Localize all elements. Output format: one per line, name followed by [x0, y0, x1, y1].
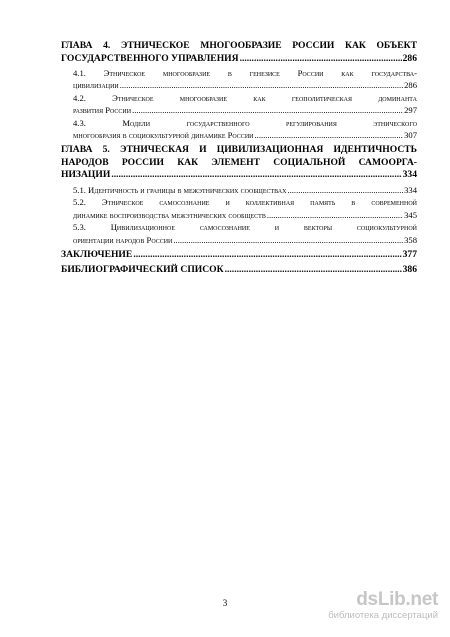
dot-leader [133, 249, 401, 262]
dot-leader [267, 209, 403, 221]
toc-section-4-1[interactable] [61, 67, 417, 92]
toc-section-5-1[interactable] [61, 184, 417, 196]
toc-entry-line: ГЛАВА 4. ЭТНИЧЕСКОЕ МНОГООБРАЗИЕ РОССИИ КАК ОБЪЕКТ [61, 40, 417, 51]
toc-page-number: 358 [404, 234, 417, 245]
toc-entry-line: ЗАКЛЮЧЕНИЕ [61, 248, 133, 260]
toc-entry-line: 4.1. Этническое многообразие в генезисе России как государства- [73, 68, 417, 78]
toc-section-5-2[interactable] [61, 196, 417, 221]
toc-page-number: 377 [402, 248, 417, 260]
toc-entry-line: НИЗАЦИИ [61, 169, 111, 181]
dot-leader [255, 129, 404, 141]
toc-entry-line: ГОСУДАРСТВЕННОГО УПРАВЛЕНИЯ [61, 52, 239, 64]
toc-chapter-5[interactable] [61, 144, 417, 182]
toc-entry-line: ориентации народов России [73, 234, 173, 245]
toc-entry-line: цивилизации [73, 80, 119, 91]
toc-page-number: 297 [404, 105, 417, 116]
page-number: 3 [222, 598, 228, 608]
dot-leader [287, 184, 403, 196]
toc-chapter-4[interactable] [61, 40, 417, 65]
table-of-contents [61, 40, 417, 277]
toc-page-number: 334 [404, 184, 417, 195]
toc-page-number: 386 [402, 264, 417, 276]
toc-entry-line: БИБЛИОГРАФИЧЕСКИЙ СПИСОК [61, 264, 224, 276]
toc-page-number: 307 [404, 130, 417, 141]
toc-page-number: 286 [404, 80, 417, 91]
watermark-logo: dsLib.net [356, 589, 438, 610]
toc-entry-line: НАРОДОВ РОССИИ КАК ЭЛЕМЕНТ СОЦИАЛЬНОЙ САМООРГА- [61, 156, 417, 168]
toc-page-number: 286 [402, 52, 417, 64]
toc-page-number: 345 [404, 209, 417, 220]
dot-leader [225, 264, 402, 277]
toc-bibliography[interactable] [61, 264, 417, 277]
toc-entry-line: многообразия в социокультурной динамике России [73, 130, 254, 141]
toc-entry-line: 4.3. Модели государственного регулирования этнического [73, 117, 417, 128]
toc-section-4-3[interactable] [61, 117, 417, 142]
toc-entry-line: 5.1. Идентичность и границы в межэтнических сообществах [73, 184, 287, 195]
dot-leader [132, 104, 403, 116]
toc-entry-line: 5.2. Этническое самосознание и коллективная память в современной [73, 197, 417, 208]
toc-entry-line: 5.3. Цивилизационное самосознание и векторы социокультурной [73, 222, 417, 233]
dot-leader [240, 53, 402, 66]
toc-conclusion[interactable] [61, 249, 417, 262]
toc-section-5-3[interactable] [61, 221, 417, 246]
toc-page-number: 334 [402, 169, 417, 181]
dot-leader [111, 169, 401, 182]
watermark [328, 590, 438, 622]
dot-leader [173, 234, 403, 246]
watermark-subtitle: библиотека диссертаций [328, 610, 438, 621]
toc-entry-line: ГЛАВА 5. ЭТНИЧЕСКАЯ И ЦИВИЛИЗАЦИОННАЯ ИДЕНТИЧНОСТЬ [61, 144, 417, 156]
toc-entry-line: 4.2. Этническое многообразие как геополитическая доминанта [73, 92, 417, 103]
dot-leader [120, 79, 403, 91]
toc-entry-line: развития России [73, 105, 132, 116]
toc-entry-line: динамике воспроизводства межэтнических сообществ [73, 209, 266, 220]
toc-section-4-2[interactable] [61, 92, 417, 117]
